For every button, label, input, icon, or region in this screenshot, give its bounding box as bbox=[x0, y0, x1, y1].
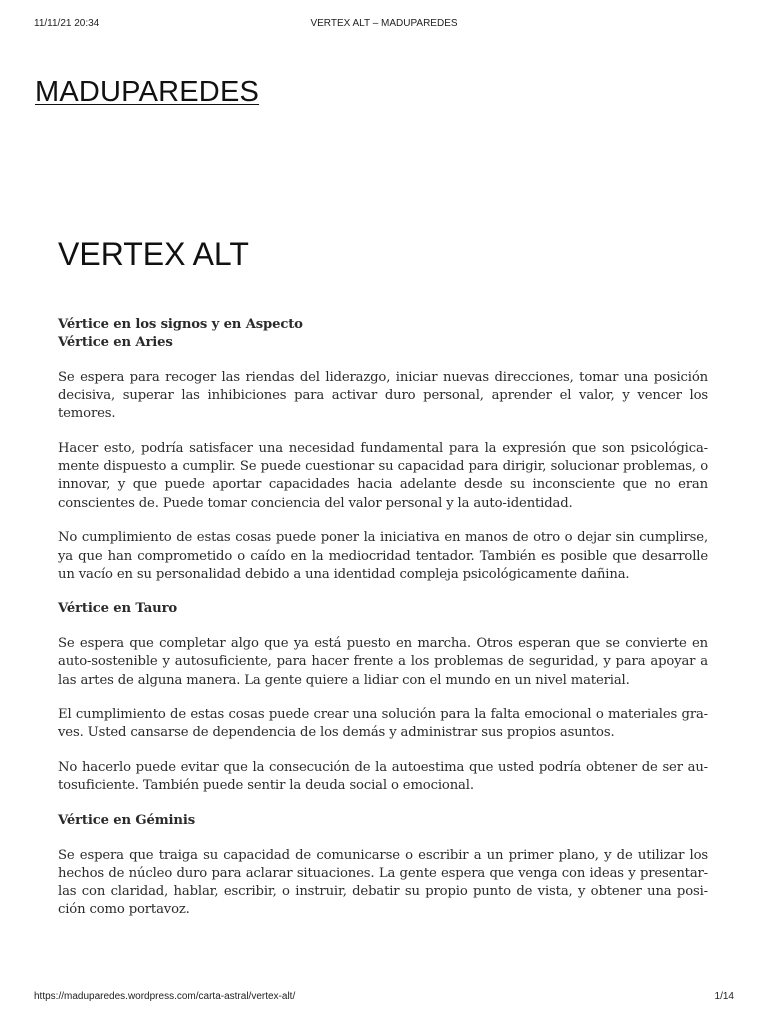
print-page-url: https://maduparedes.wordpress.com/carta-astral/vertex-alt/ bbox=[34, 991, 296, 1002]
paragraph: No cumplimiento de estas cosas puede poner la iniciativa en manos de otro o dejar sin cumplirse, ya que han comprometido o caído en la mediocridad tentador. También es posible que desarrolle un vacío en su personalidad debido a una identidad compleja psicológicamente dañina. bbox=[58, 530, 708, 582]
section-heading-block bbox=[58, 316, 708, 352]
print-header bbox=[0, 18, 768, 32]
section-heading-block bbox=[58, 600, 708, 618]
print-date: 11/11/21 20:34 bbox=[34, 18, 100, 29]
section-heading: Vértice en Aries bbox=[58, 335, 173, 351]
paragraph: Se espera que traiga su capacidad de comunicarse o escribir a un primer plano, y de utilizar los hechos de núcleo duro para aclarar situaciones. La gente espera que venga con ideas y presentar-las con claridad, hablar, escribir, o instruir, debatir su propio punto de vista, y obtener una posi-ción como portavoz. bbox=[58, 847, 708, 918]
site-title-link[interactable]: MADUPAREDES bbox=[35, 76, 260, 108]
post-content bbox=[58, 316, 708, 936]
paragraph: Se espera que completar algo que ya está puesto en marcha. Otros esperan que se convierte en auto-sostenible y autosuficiente, para hacer frente a los problemas de seguridad, y para apoyar a las artes de alguna manera. La gente quiere a lidiar con el mundo en un nivel material. bbox=[58, 636, 708, 688]
paragraph: No hacerlo puede evitar que la consecución de la autoestima que usted podría obtener de ser au-tosuficiente. También puede sentir la deuda social o emocional. bbox=[58, 760, 708, 794]
section-heading: Vértice en Géminis bbox=[58, 813, 195, 829]
paragraph: El cumplimiento de estas cosas puede crear una solución para la falta emocional o materiales gra-ves. Usted cansarse de dependencia de los demás y administrar sus propios asuntos. bbox=[58, 707, 708, 741]
print-document-title: VERTEX ALT – MADUPAREDES bbox=[310, 18, 458, 29]
section-heading-block bbox=[58, 812, 708, 830]
section-heading: Vértice en los signos y en Aspecto bbox=[58, 317, 303, 332]
print-page-number: 1/14 bbox=[714, 991, 734, 1002]
section-heading: Vértice en Tauro bbox=[58, 601, 178, 617]
paragraph: Se espera para recoger las riendas del liderazgo, iniciar nuevas direcciones, tomar una posición decisiva, superar las inhibiciones para activar duro personal, aprender el valor, y vencer los temores. bbox=[58, 369, 708, 422]
paragraph: Hacer esto, podría satisfacer una necesidad fundamental para la expresión que son psicológica-mente dispuesto a cumplir. Se puede cuestionar su capacidad para dirigir, solucionar problemas, o innovar, y que puede aportar capacidades hacia adelante desde su inconsciente que no eran conscientes de. Puede tomar conciencia del valor personal y la auto-identidad. bbox=[58, 441, 708, 511]
print-footer bbox=[0, 991, 768, 1005]
post-title: VERTEX ALT bbox=[58, 236, 249, 272]
